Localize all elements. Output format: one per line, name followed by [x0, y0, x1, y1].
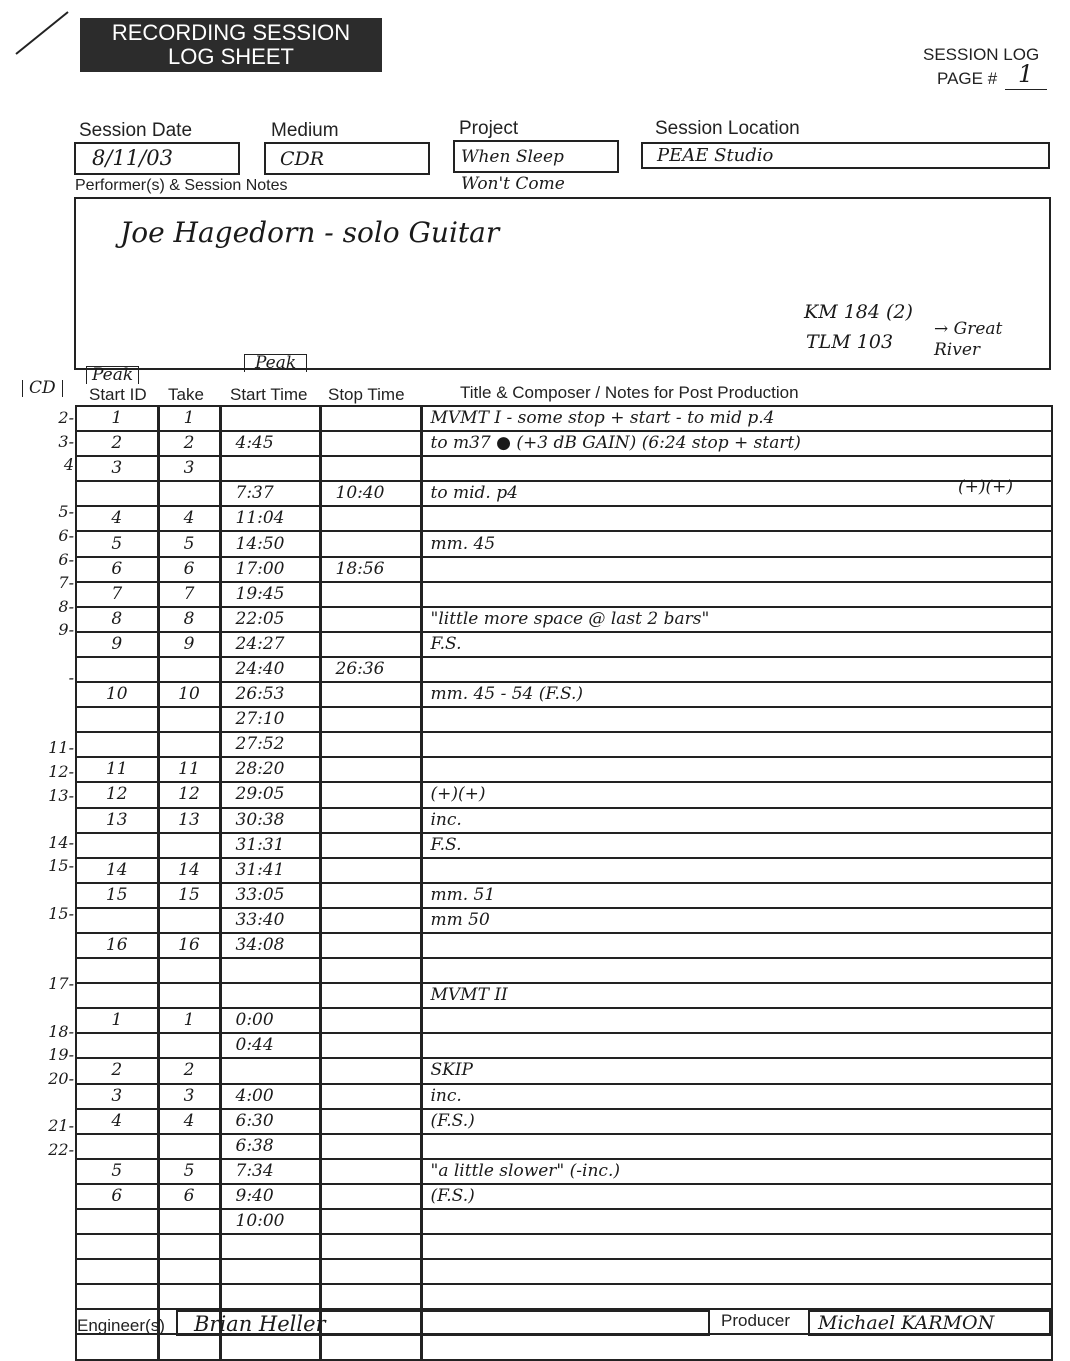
table-row [76, 858, 1052, 883]
start-id-cell[interactable] [76, 1234, 158, 1259]
take-cell[interactable] [158, 1209, 220, 1234]
notes-cell[interactable] [421, 506, 1052, 531]
header-take: Take [168, 385, 204, 404]
start-time-cell[interactable] [220, 1058, 320, 1083]
notes-cell[interactable]: MVMT I - some stop + start - to mid p.4 [421, 406, 1052, 431]
notes-cell[interactable]: "a little slower" (-inc.) [421, 1159, 1052, 1184]
stop-time-cell[interactable] [320, 1033, 421, 1058]
table-row [76, 808, 1052, 833]
start-id-cell[interactable] [76, 908, 158, 933]
start-time-cell[interactable]: 31:31 [220, 833, 320, 858]
start-id-cell[interactable] [76, 1033, 158, 1058]
start-id-cell[interactable]: 11 [76, 757, 158, 782]
table-row [76, 531, 1052, 556]
stop-time-cell[interactable] [320, 607, 421, 632]
margin-annotation: 21- [48, 1116, 74, 1135]
table-row [76, 1159, 1052, 1184]
start-id-cell[interactable]: 12 [76, 782, 158, 807]
table-row [76, 1184, 1052, 1209]
take-cell[interactable]: 8 [158, 607, 220, 632]
notes-cell[interactable]: inc. [421, 808, 1052, 833]
peak-time-annotation: Peak [244, 354, 307, 372]
start-time-cell[interactable]: 22:05 [220, 607, 320, 632]
stop-time-cell[interactable] [320, 1234, 421, 1259]
stop-time-cell[interactable]: 26:36 [320, 657, 421, 682]
header-start-time: Start Time [230, 385, 308, 404]
start-time-cell[interactable]: 31:41 [220, 858, 320, 883]
table-row [76, 983, 1052, 1008]
start-id-cell[interactable] [76, 1209, 158, 1234]
table-row [76, 607, 1052, 632]
header-stop-time: Stop Time [328, 385, 405, 404]
table-row [76, 958, 1052, 983]
start-id-cell[interactable] [76, 983, 158, 1008]
notes-cell[interactable]: to m37 ● (+3 dB GAIN) (6:24 stop + start) [421, 431, 1052, 456]
mic-note-arrow: → Great River [934, 319, 1003, 361]
plus-marks-right: (+)(+) [958, 477, 1014, 497]
margin-annotation: 22- [48, 1139, 74, 1159]
start-id-cell[interactable] [76, 481, 158, 506]
session-date-field[interactable] [74, 142, 240, 175]
margin-annotation: 12- [48, 762, 74, 781]
take-cell[interactable] [158, 1033, 220, 1058]
margin-annotation: 5- [58, 502, 74, 522]
engineer-value: Brian Heller [194, 1312, 326, 1336]
take-cell[interactable]: 2 [158, 1058, 220, 1083]
notes-cell[interactable] [421, 657, 1052, 682]
stop-time-cell[interactable] [320, 1084, 421, 1109]
performers-value: Joe Hagedorn - solo Guitar [120, 216, 500, 249]
start-time-cell[interactable]: 4:45 [220, 431, 320, 456]
take-cell[interactable]: 3 [158, 456, 220, 481]
start-time-cell[interactable]: 7:34 [220, 1159, 320, 1184]
stop-time-cell[interactable] [320, 958, 421, 983]
table-row [76, 833, 1052, 858]
take-cell[interactable]: 3 [158, 1084, 220, 1109]
page-number-underline [1005, 89, 1047, 90]
notes-cell[interactable] [421, 1234, 1052, 1259]
notes-cell[interactable]: "little more space @ last 2 bars" [421, 607, 1052, 632]
start-time-cell[interactable]: 6:30 [220, 1109, 320, 1134]
margin-annotation: 6- [58, 549, 74, 569]
producer-field[interactable] [808, 1310, 1051, 1336]
table-row [76, 1284, 1052, 1309]
start-id-cell[interactable]: 5 [76, 1159, 158, 1184]
start-id-cell[interactable] [76, 1284, 158, 1309]
table-row [76, 1109, 1052, 1134]
margin-annotation: 15- [48, 856, 74, 876]
title-line-2: LOG SHEET [168, 44, 294, 69]
stop-time-cell[interactable] [320, 1184, 421, 1209]
table-row [76, 908, 1052, 933]
table-row [76, 1084, 1052, 1109]
take-cell[interactable] [158, 833, 220, 858]
start-id-cell[interactable]: 13 [76, 808, 158, 833]
table-row [76, 1134, 1052, 1159]
margin-annotation: 4 [63, 455, 74, 475]
table-row [76, 883, 1052, 908]
header-notes: Title & Composer / Notes for Post Production [460, 383, 799, 402]
start-time-cell[interactable] [220, 958, 320, 983]
stop-time-cell[interactable] [320, 1209, 421, 1234]
stop-time-cell[interactable] [320, 1058, 421, 1083]
session-location-label: Session Location [655, 118, 800, 139]
take-cell[interactable] [158, 1284, 220, 1309]
notes-cell[interactable] [421, 1033, 1052, 1058]
start-time-cell[interactable]: 0:44 [220, 1033, 320, 1058]
start-id-cell[interactable]: 4 [76, 1109, 158, 1134]
stop-time-cell[interactable] [320, 908, 421, 933]
start-time-cell[interactable]: 10:00 [220, 1209, 320, 1234]
medium-label: Medium [271, 120, 339, 141]
start-time-cell[interactable] [220, 1284, 320, 1309]
log-table [75, 405, 1053, 1361]
take-cell[interactable]: 6 [158, 557, 220, 582]
notes-cell[interactable] [421, 1259, 1052, 1284]
start-time-cell[interactable]: 14:50 [220, 531, 320, 556]
start-time-cell[interactable]: 29:05 [220, 782, 320, 807]
table-row [76, 1008, 1052, 1033]
take-cell[interactable]: 10 [158, 682, 220, 707]
stop-time-cell[interactable] [320, 431, 421, 456]
take-cell[interactable]: 9 [158, 632, 220, 657]
take-cell[interactable] [158, 707, 220, 732]
margin-annotation: 9- [58, 620, 74, 640]
notes-cell[interactable]: mm. 51 [421, 883, 1052, 908]
stop-time-cell[interactable] [320, 1109, 421, 1134]
start-id-cell[interactable] [76, 707, 158, 732]
notes-cell[interactable] [421, 958, 1052, 983]
start-time-cell[interactable]: 26:53 [220, 682, 320, 707]
performers-notes-box[interactable] [74, 197, 1051, 370]
notes-cell[interactable] [421, 1008, 1052, 1033]
start-time-cell[interactable]: 27:52 [220, 732, 320, 757]
start-id-cell[interactable]: 7 [76, 582, 158, 607]
start-id-cell[interactable]: 10 [76, 682, 158, 707]
medium-value: CDR [280, 148, 325, 170]
start-time-cell[interactable]: 33:05 [220, 883, 320, 908]
start-id-cell[interactable]: 2 [76, 431, 158, 456]
margin-annotation: 8- [58, 596, 74, 616]
start-id-cell[interactable]: 8 [76, 607, 158, 632]
start-time-cell[interactable] [220, 1334, 320, 1359]
stop-time-cell[interactable]: 18:56 [320, 557, 421, 582]
margin-annotation: 19- [48, 1045, 74, 1065]
start-id-cell[interactable] [76, 833, 158, 858]
table-row [76, 682, 1052, 707]
stop-time-cell[interactable] [320, 858, 421, 883]
start-id-cell[interactable] [76, 1259, 158, 1284]
start-id-cell[interactable]: 1 [76, 406, 158, 431]
start-time-cell[interactable]: 34:08 [220, 933, 320, 958]
table-row [76, 732, 1052, 757]
start-time-cell[interactable]: 19:45 [220, 582, 320, 607]
take-cell[interactable]: 7 [158, 582, 220, 607]
take-cell[interactable]: 15 [158, 883, 220, 908]
start-time-cell[interactable] [220, 406, 320, 431]
start-time-cell[interactable]: 30:38 [220, 808, 320, 833]
take-cell[interactable]: 4 [158, 1109, 220, 1134]
take-cell[interactable] [158, 1259, 220, 1284]
stop-time-cell[interactable] [320, 757, 421, 782]
stop-time-cell[interactable] [320, 506, 421, 531]
table-row [76, 506, 1052, 531]
stop-time-cell[interactable] [320, 1008, 421, 1033]
stop-time-cell[interactable] [320, 933, 421, 958]
notes-cell[interactable]: mm 50 [421, 908, 1052, 933]
notes-cell[interactable] [421, 1284, 1052, 1309]
start-time-cell[interactable]: 24:40 [220, 657, 320, 682]
stop-time-cell[interactable] [320, 456, 421, 481]
stop-time-cell[interactable] [320, 1159, 421, 1184]
project-field[interactable] [453, 140, 619, 173]
take-cell[interactable]: 2 [158, 431, 220, 456]
stop-time-cell[interactable] [320, 833, 421, 858]
table-row [76, 1334, 1052, 1359]
take-cell[interactable]: 4 [158, 506, 220, 531]
peak-id-annotation: Peak [86, 366, 139, 384]
stop-time-cell[interactable] [320, 782, 421, 807]
take-cell[interactable] [158, 958, 220, 983]
take-cell[interactable] [158, 1134, 220, 1159]
stop-time-cell[interactable] [320, 1284, 421, 1309]
start-time-cell[interactable] [220, 1234, 320, 1259]
table-row [76, 657, 1052, 682]
start-id-cell[interactable]: 4 [76, 506, 158, 531]
start-time-cell[interactable]: 33:40 [220, 908, 320, 933]
stop-time-cell[interactable] [320, 883, 421, 908]
table-row [76, 1259, 1052, 1284]
start-time-cell[interactable]: 24:27 [220, 632, 320, 657]
stop-time-cell[interactable] [320, 632, 421, 657]
session-date-value: 8/11/03 [92, 146, 173, 170]
notes-cell[interactable] [421, 582, 1052, 607]
take-cell[interactable]: 11 [158, 757, 220, 782]
margin-annotation: 17- [48, 974, 74, 994]
take-cell[interactable]: 16 [158, 933, 220, 958]
notes-cell[interactable] [421, 557, 1052, 582]
table-row [76, 933, 1052, 958]
start-id-cell[interactable]: 3 [76, 1084, 158, 1109]
margin-annotation: 2- [58, 408, 74, 427]
start-time-cell[interactable]: 17:00 [220, 557, 320, 582]
start-id-cell[interactable]: 6 [76, 557, 158, 582]
notes-cell[interactable]: to mid. p4 [421, 481, 1052, 506]
take-cell[interactable] [158, 732, 220, 757]
notes-cell[interactable] [421, 1334, 1052, 1359]
stop-time-cell[interactable] [320, 682, 421, 707]
margin-annotation: 3- [58, 431, 74, 451]
take-cell[interactable]: 1 [158, 1008, 220, 1033]
notes-cell[interactable] [421, 933, 1052, 958]
stop-time-cell[interactable] [320, 707, 421, 732]
log-table-body [76, 406, 1052, 1360]
stop-time-cell[interactable] [320, 531, 421, 556]
page-number-value: 1 [1018, 60, 1034, 88]
take-cell[interactable] [158, 983, 220, 1008]
notes-cell[interactable] [421, 707, 1052, 732]
start-id-cell[interactable]: 15 [76, 883, 158, 908]
session-location-value: PEAE Studio [657, 145, 774, 166]
table-row [76, 632, 1052, 657]
start-time-cell[interactable] [220, 1259, 320, 1284]
stop-time-cell[interactable] [320, 732, 421, 757]
start-id-cell[interactable]: 16 [76, 933, 158, 958]
start-time-cell[interactable]: 9:40 [220, 1184, 320, 1209]
start-time-cell[interactable]: 7:37 [220, 481, 320, 506]
margin-annotation: - [68, 667, 74, 687]
take-cell[interactable]: 1 [158, 406, 220, 431]
table-row [76, 707, 1052, 732]
stop-time-cell[interactable]: 10:40 [320, 481, 421, 506]
medium-field[interactable] [264, 142, 430, 175]
margin-annotation: 6- [58, 526, 74, 545]
session-location-field[interactable] [641, 142, 1050, 169]
notes-cell[interactable]: (+)(+) [421, 782, 1052, 807]
take-cell[interactable]: 5 [158, 531, 220, 556]
take-cell[interactable]: 13 [158, 808, 220, 833]
mic-note-line1: KM 184 (2) [804, 301, 913, 323]
session-log-label: SESSION LOG [923, 45, 1040, 64]
start-id-cell[interactable] [76, 657, 158, 682]
start-id-cell[interactable]: 1 [76, 1008, 158, 1033]
table-row [76, 431, 1052, 456]
table-row [76, 481, 1052, 506]
margin-annotation: 20- [48, 1068, 74, 1088]
producer-value: Michael KARMON [818, 1312, 995, 1334]
start-time-cell[interactable]: 28:20 [220, 757, 320, 782]
start-id-cell[interactable] [76, 1334, 158, 1359]
take-cell[interactable]: 6 [158, 1184, 220, 1209]
cd-annotation: CD [22, 380, 63, 397]
notes-cell[interactable]: inc. [421, 1084, 1052, 1109]
start-time-cell[interactable]: 27:10 [220, 707, 320, 732]
notes-cell[interactable]: (F.S.) [421, 1109, 1052, 1134]
performers-label: Performer(s) & Session Notes [75, 177, 288, 194]
notes-cell[interactable]: mm. 45 - 54 (F.S.) [421, 682, 1052, 707]
table-row [76, 1209, 1052, 1234]
start-id-cell[interactable]: 9 [76, 632, 158, 657]
page-label: PAGE # [937, 69, 998, 88]
stop-time-cell[interactable] [320, 1259, 421, 1284]
table-row [76, 1234, 1052, 1259]
start-time-cell[interactable]: 11:04 [220, 506, 320, 531]
stop-time-cell[interactable] [320, 1134, 421, 1159]
corner-slash-mark [12, 8, 72, 58]
take-cell[interactable] [158, 908, 220, 933]
project-value-line2: Won't Come [461, 174, 565, 194]
start-time-cell[interactable]: 4:00 [220, 1084, 320, 1109]
start-time-cell[interactable] [220, 983, 320, 1008]
table-row [76, 782, 1052, 807]
start-id-cell[interactable]: 2 [76, 1058, 158, 1083]
project-value-line1: When Sleep [461, 147, 564, 167]
start-id-cell[interactable]: 14 [76, 858, 158, 883]
take-cell[interactable] [158, 1334, 220, 1359]
start-id-cell[interactable]: 3 [76, 456, 158, 481]
title-line-1: RECORDING SESSION [111, 20, 351, 45]
project-label: Project [459, 118, 519, 139]
take-cell[interactable] [158, 481, 220, 506]
notes-cell[interactable]: mm. 45 [421, 531, 1052, 556]
margin-annotation: 13- [48, 785, 74, 805]
stop-time-cell[interactable] [320, 406, 421, 431]
margin-annotation: 18- [48, 1021, 74, 1041]
stop-time-cell[interactable] [320, 808, 421, 833]
margin-annotation: 14- [48, 832, 74, 852]
take-cell[interactable] [158, 1234, 220, 1259]
table-row [76, 582, 1052, 607]
engineer-field[interactable] [176, 1310, 710, 1336]
take-cell[interactable]: 12 [158, 782, 220, 807]
engineer-label: Engineer(s) [77, 1316, 165, 1335]
notes-cell[interactable]: SKIP [421, 1058, 1052, 1083]
title-block [80, 18, 382, 72]
start-id-cell[interactable] [76, 1134, 158, 1159]
notes-cell[interactable]: (F.S.) [421, 1184, 1052, 1209]
stop-time-cell[interactable] [320, 983, 421, 1008]
notes-cell[interactable] [421, 732, 1052, 757]
notes-cell[interactable]: F.S. [421, 833, 1052, 858]
notes-cell[interactable]: F.S. [421, 632, 1052, 657]
start-time-cell[interactable] [220, 456, 320, 481]
take-cell[interactable]: 5 [158, 1159, 220, 1184]
table-row [76, 557, 1052, 582]
take-cell[interactable] [158, 657, 220, 682]
notes-cell[interactable] [421, 858, 1052, 883]
notes-cell[interactable] [421, 757, 1052, 782]
margin-annotation: 7- [58, 573, 74, 593]
take-cell[interactable]: 14 [158, 858, 220, 883]
start-id-cell[interactable]: 6 [76, 1184, 158, 1209]
stop-time-cell[interactable] [320, 582, 421, 607]
notes-cell[interactable] [421, 1209, 1052, 1234]
start-id-cell[interactable]: 5 [76, 531, 158, 556]
stop-time-cell[interactable] [320, 1334, 421, 1359]
producer-label: Producer [721, 1311, 790, 1330]
start-time-cell[interactable]: 0:00 [220, 1008, 320, 1033]
table-row [76, 1033, 1052, 1058]
table-row [76, 757, 1052, 782]
table-row [76, 406, 1052, 431]
table-row [76, 1058, 1052, 1083]
header-start-id: Start ID [89, 385, 147, 404]
notes-cell[interactable]: MVMT II [421, 983, 1052, 1008]
start-time-cell[interactable]: 6:38 [220, 1134, 320, 1159]
mic-note-line2: TLM 103 [806, 331, 894, 353]
start-id-cell[interactable] [76, 732, 158, 757]
session-date-label: Session Date [79, 120, 193, 141]
margin-annotation: 15- [48, 903, 74, 923]
table-row [76, 456, 1052, 481]
start-id-cell[interactable] [76, 958, 158, 983]
margin-annotation: 11- [48, 738, 74, 758]
notes-cell[interactable] [421, 1134, 1052, 1159]
